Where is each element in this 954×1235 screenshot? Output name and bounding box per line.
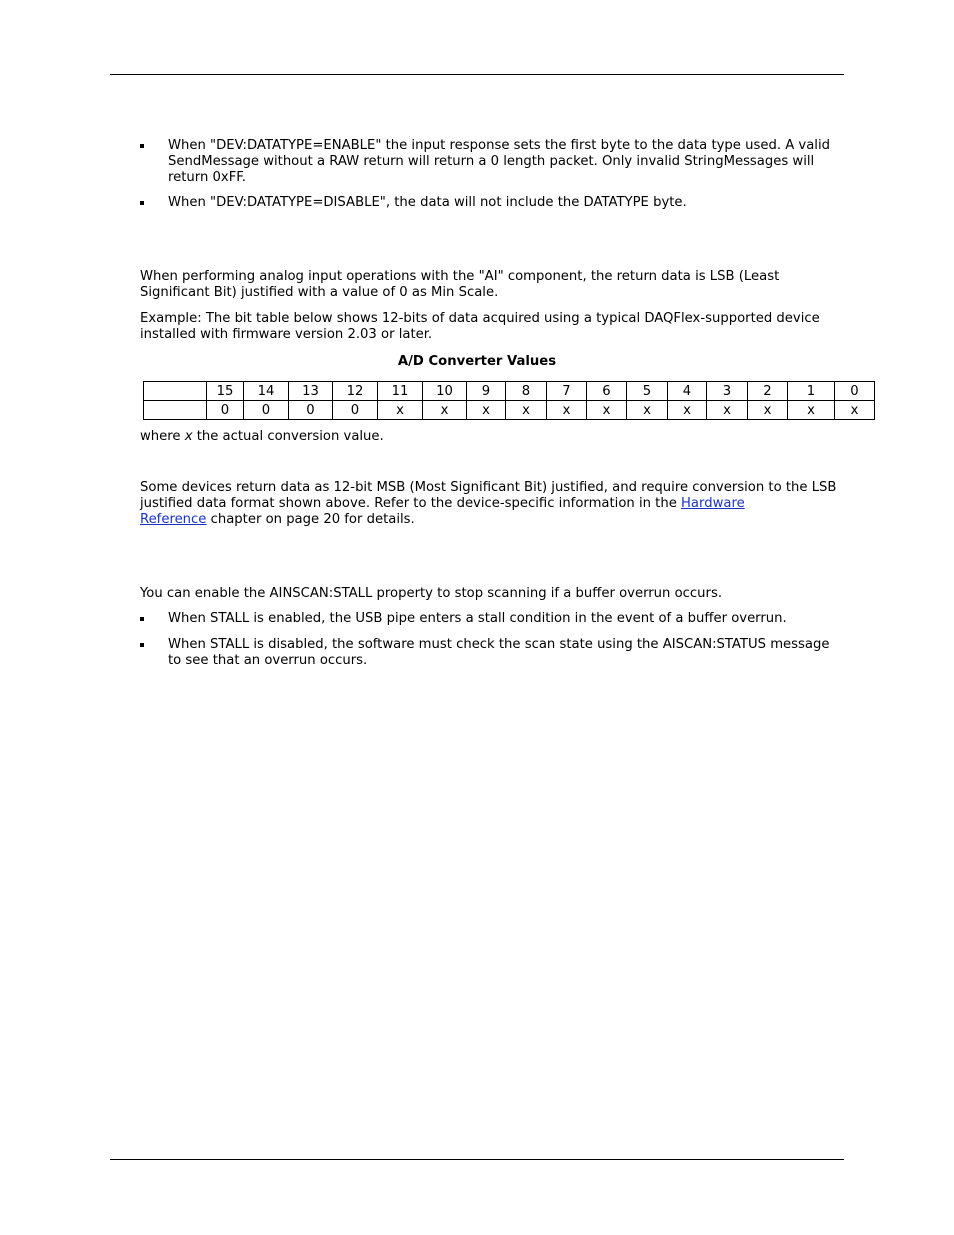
table-cell: x [506, 401, 547, 420]
table-cell [144, 382, 207, 401]
table-cell: 9 [467, 382, 506, 401]
table-caption: A/D Converter Values [397, 354, 557, 369]
table-cell: x [707, 401, 748, 420]
footer-rule [110, 1159, 844, 1160]
table-cell: 10 [423, 382, 467, 401]
bullet-text: When STALL is enabled, the USB pipe enters a stall condition in the event of a buffer overrun. [168, 611, 787, 626]
example-paragraph: Example: The bit table below shows 12-bits of data acquired using a typical DAQFlex-supported device installed with firmware version 2.03 or later. [140, 311, 820, 342]
bullet-text: When "DEV:DATATYPE=ENABLE" the input response sets the first byte to the data type used. A valid SendMessage without a RAW return will return a 0 length packet. Only invalid StringMessages will return 0xFF. [168, 138, 831, 185]
table-cell: 4 [668, 382, 707, 401]
table-cell: 0 [333, 401, 378, 420]
stall-paragraph: You can enable the AINSCAN:STALL property to stop scanning if a buffer overrun occurs. [140, 586, 723, 601]
list-item [140, 637, 840, 669]
table-cell: 6 [587, 382, 627, 401]
table-cell: 0 [207, 401, 244, 420]
table-cell: 5 [627, 382, 668, 401]
table-cell: x [587, 401, 627, 420]
msb-text: chapter on page 20 for details. [206, 512, 415, 527]
table-cell: x [547, 401, 587, 420]
msb-text: Some devices return data as 12-bit MSB (Most Significant Bit) justified, and require conversion to the LSB justified data format shown above. Refer to the device-specific information in the [140, 480, 837, 511]
table-cell: x [668, 401, 707, 420]
where-note [140, 429, 840, 445]
bullet-icon [140, 201, 144, 205]
datatype-bullet-list [140, 138, 840, 211]
ad-converter-table [143, 381, 875, 420]
table-cell: 8 [506, 382, 547, 401]
list-item [140, 138, 840, 186]
bullet-icon [140, 617, 144, 621]
where-prefix: where [140, 429, 185, 444]
where-suffix: the actual conversion value. [192, 429, 384, 444]
table-cell: x [423, 401, 467, 420]
table-row [144, 401, 875, 420]
ai-paragraph: When performing analog input operations with the "AI" component, the return data is LSB (Least Significant Bit) justified with a value of 0 as Min Scale. [140, 269, 780, 300]
table-cell: 3 [707, 382, 748, 401]
table-cell: x [748, 401, 788, 420]
table-cell [144, 401, 207, 420]
table-cell: 11 [378, 382, 423, 401]
table-cell: 12 [333, 382, 378, 401]
table-cell: 7 [547, 382, 587, 401]
table-cell: 0 [835, 382, 875, 401]
link-text: Reference [140, 512, 207, 527]
list-item [140, 195, 840, 211]
table-cell: 2 [748, 382, 788, 401]
table-cell: x [788, 401, 835, 420]
bullet-icon [140, 643, 144, 647]
stall-bullet-list [140, 611, 840, 669]
table-cell: x [835, 401, 875, 420]
table-cell: 0 [289, 401, 333, 420]
table-cell: x [378, 401, 423, 420]
bullet-icon [140, 144, 144, 148]
table-cell: 0 [244, 401, 289, 420]
table-cell: x [627, 401, 668, 420]
link-text: Hardware [681, 496, 745, 511]
table-cell: 15 [207, 382, 244, 401]
msb-paragraph [140, 480, 840, 528]
header-rule [110, 74, 844, 75]
table-cell: 13 [289, 382, 333, 401]
bullet-text: When STALL is disabled, the software must check the scan state using the AISCAN:STATUS message to see that an overrun occurs. [168, 637, 830, 668]
table-cell: 14 [244, 382, 289, 401]
table-cell: 1 [788, 382, 835, 401]
table-header-row [144, 382, 875, 401]
bullet-text: When "DEV:DATATYPE=DISABLE", the data will not include the DATATYPE byte. [168, 195, 687, 210]
list-item [140, 611, 840, 627]
table-cell: x [467, 401, 506, 420]
where-variable: x [184, 429, 193, 444]
